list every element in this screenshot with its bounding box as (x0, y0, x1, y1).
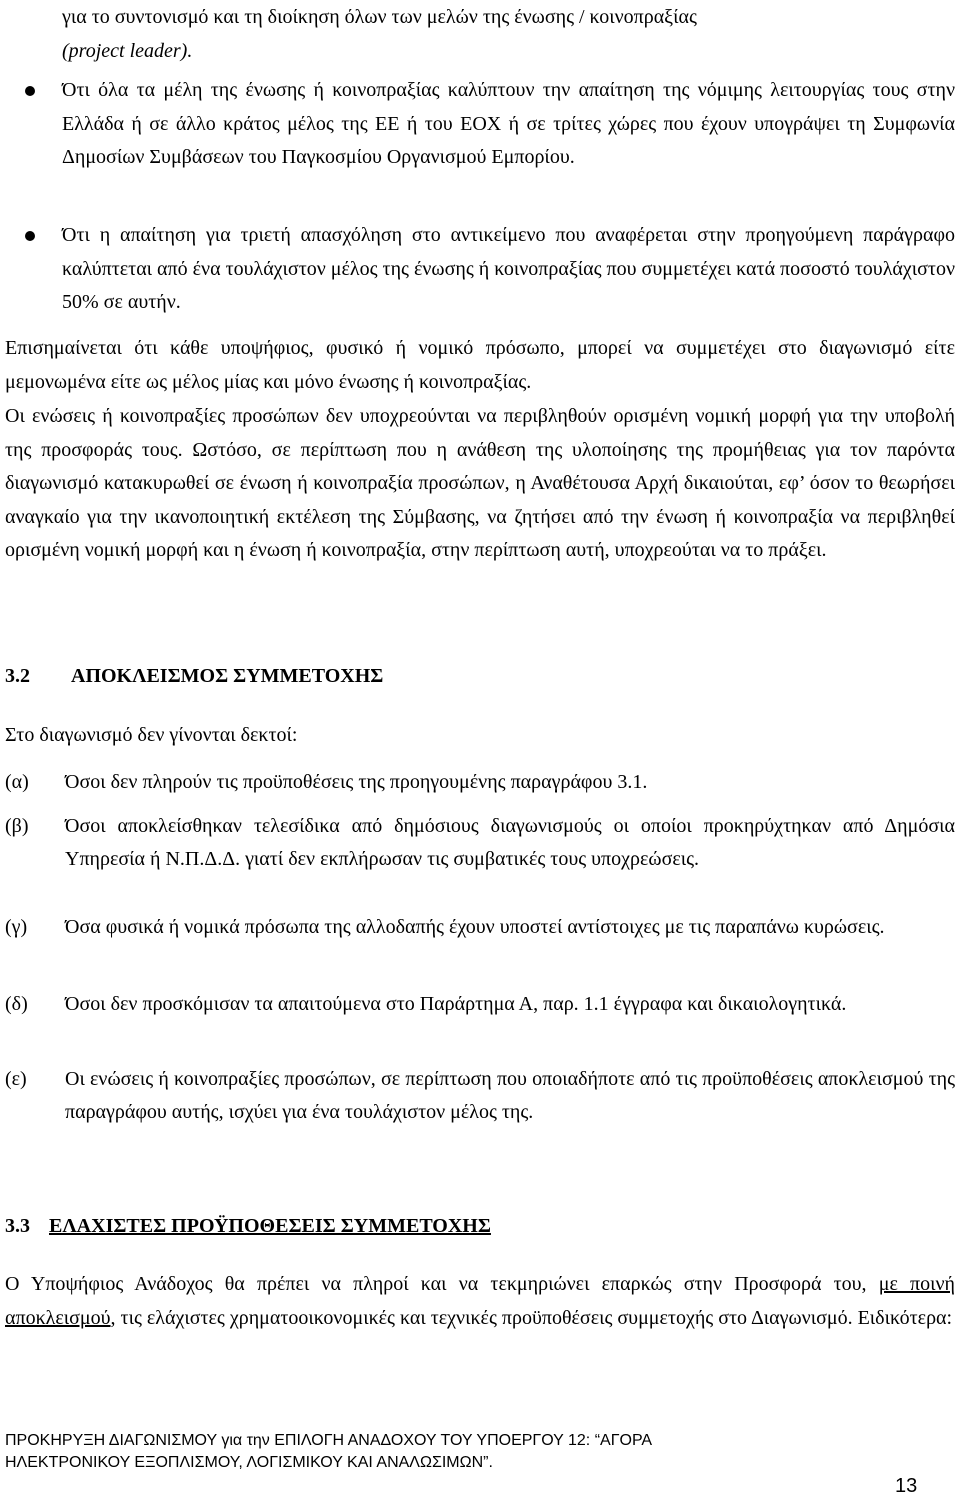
bullet-item: Ότι η απαίτηση για τριετή απασχόληση στο αντικείμενο που αναφέρεται στην προηγούμενη παράγραφο καλύπτεται από ένα τουλάχιστον μέλος της ένωσης ή κοινοπραξίας που συμμετέχει κατά ποσοστό τουλάχιστον 50% σε αυτήν. (62, 224, 955, 313)
page-footer (5, 1430, 885, 1474)
text-after: , τις ελάχιστες χρηματοοικονομικές και τεχνικές προϋποθέσεις συμμετοχής στο Διαγωνισμό. Ειδικότερα: (110, 1306, 953, 1329)
section-number: 3.2 (5, 665, 30, 687)
exclusion-text: Όσα φυσικά ή νομικά πρόσωπα της αλλοδαπής έχουν υποστεί αντίστοιχες με τις παραπάνω κυρώσεις. (65, 916, 885, 938)
previous-bullet-continuation (62, 0, 957, 68)
bullet-item: Ότι όλα τα μέλη της ένωσης ή κοινοπραξίας καλύπτουν την απαίτηση της νόμιμης λειτουργίας τους στην Ελλάδα ή σε άλλο κράτος μέλος της ΕΕ ή του ΕΟΧ ή σε τρίτες χώρες που έχουν υπογράψει τη Συμφωνία Δημοσίων Συμβάσεων του Παγκοσμίου Οργανισμού Εμπορίου. (62, 79, 955, 168)
exclusion-label: (ε) (5, 1068, 27, 1090)
exclusion-text: Οι ενώσεις ή κοινοπραξίες προσώπων, σε περίπτωση που οποιαδήποτε από τις προϋποθέσεις αποκλεισμού της παραγράφου αυτής, ισχύει για ένα τουλάχιστον μέλος της. (65, 1068, 955, 1123)
bullet-dot-icon (25, 231, 35, 241)
footer-line-1: ΠΡΟΚΗΡΥΞΗ ΔΙΑΓΩΝΙΣΜΟΥ για την ΕΠΙΛΟΓΗ ΑΝΑΔΟΧΟΥ ΤΟΥ ΥΠΟΕΡΓΟΥ 12: “ΑΓΟΡΑ (5, 1432, 653, 1449)
page-number: 13 (895, 1475, 918, 1497)
section-heading-3-3 (5, 1212, 491, 1240)
exclusion-label: (γ) (5, 916, 28, 938)
exclusion-label: (α) (5, 771, 29, 793)
footer-line-2: ΗΛΕΚΤΡΟΝΙΚΟΥ ΕΞΟΠΛΙΣΜΟΥ, ΛΟΓΙΣΜΙΚΟΥ ΚΑΙ ΑΝΑΛΩΣΙΜΩΝ”. (5, 1454, 493, 1471)
exclusion-text: Όσοι δεν πληρούν τις προϋποθέσεις της προηγουμένης παραγράφου 3.1. (65, 771, 648, 793)
section-title: ΕΛΑΧΙΣΤΕΣ ΠΡΟΫΠΟΘΕΣΕΙΣ ΣΥΜΜΕΤΟΧΗΣ (49, 1215, 491, 1237)
paragraph: Οι ενώσεις ή κοινοπραξίες προσώπων δεν υποχρεούνται να περιβληθούν ορισμένη νομική μορφή για την υποβολή της προσφοράς τους. Ωστόσο, σε περίπτωση που η ανάθεση της υλοποίησης της προμήθειας για τον παρόντα διαγωνισμό κατακυρωθεί σε ένωση ή κοινοπραξία προσώπων, η Αναθέτουσα Αρχή δικαιούται, εφ’ όσον το θεωρήσει αναγκαίο για την ικανοποιητική εκτέλεση της Σύμβασης, να ζητήσει από την ένωση ή κοινοπραξία να περιβληθεί ορισμένη νομική μορφή και η ένωση ή κοινοπραξία, στην περίπτωση αυτή, υποχρεούται να το πράξει. (5, 405, 955, 561)
exclusion-label: (β) (5, 815, 29, 837)
text-before: Ο Υποψήφιος Ανάδοχος θα πρέπει να πληροί και να τεκμηριώνει επαρκώς στην Προσφορά του, (5, 1273, 879, 1295)
underlined-text: με ποινή αποκλεισμού (5, 1273, 955, 1329)
exclusion-text: Όσοι δεν προσκόμισαν τα απαιτούμενα στο Παράρτημα Α, παρ. 1.1 έγγραφα και δικαιολογητικά. (65, 993, 847, 1015)
section-3-3-paragraph (5, 1268, 955, 1335)
section-intro: Στο διαγωνισμό δεν γίνονται δεκτοί: (5, 724, 298, 746)
section-heading-3-2 (5, 662, 383, 690)
bullet-dot-icon (25, 86, 35, 96)
continuation-line-2: (project leader). (62, 40, 193, 62)
section-title: ΑΠΟΚΛΕΙΣΜΟΣ ΣΥΜΜΕΤΟΧΗΣ (71, 665, 384, 687)
continuation-line-1: για το συντονισμό και τη διοίκηση όλων των μελών της ένωσης / κοινοπραξίας (62, 6, 697, 28)
exclusion-text: Όσοι αποκλείσθηκαν τελεσίδικα από δημόσιους διαγωνισμούς οι οποίοι προκηρύχτηκαν από Δημόσια Υπηρεσία ή Ν.Π.Δ.Δ. γιατί δεν εκπλήρωσαν τις συμβατικές τους υποχρεώσεις. (65, 815, 955, 870)
paragraph: Επισημαίνεται ότι κάθε υποψήφιος, φυσικό ή νομικό πρόσωπο, μπορεί να συμμετέχει στο διαγωνισμό είτε μεμονωμένα είτε ως μέλος μίας και μόνο ένωσης ή κοινοπραξίας. (5, 337, 955, 393)
section-number: 3.3 (5, 1215, 30, 1237)
exclusion-label: (δ) (5, 993, 28, 1015)
